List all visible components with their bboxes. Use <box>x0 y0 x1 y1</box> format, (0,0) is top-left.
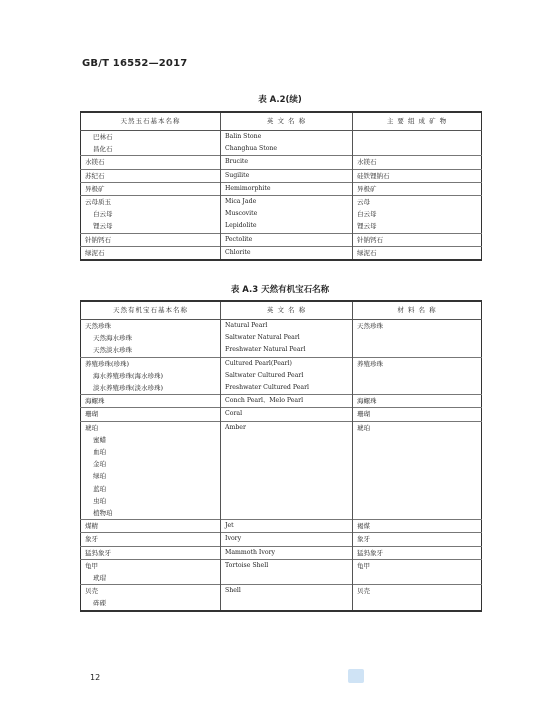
name-cell: 绿珀 <box>81 470 221 482</box>
mineral-cell <box>353 332 482 344</box>
table-row <box>81 156 482 169</box>
english-name-cell <box>221 597 353 610</box>
name-cell: 海水养殖珍珠(海水珍珠) <box>81 370 221 382</box>
table-row <box>81 470 482 482</box>
name-cell: 玳瑁 <box>81 572 221 585</box>
mineral-cell: 锂云母 <box>357 222 377 231</box>
name-cell: 天然海水珍珠 <box>81 332 221 344</box>
column-header: 天然玉石基本名称 <box>81 112 221 131</box>
table-a2-caption: 表 A.2(续) <box>258 95 302 105</box>
english-name-cell: Mammoth Ivory <box>221 546 353 559</box>
column-header: 英 文 名 称 <box>221 301 353 320</box>
english-name-cell <box>221 572 353 585</box>
table-row <box>81 382 482 395</box>
table-row <box>81 434 482 446</box>
name-cell: 苏纪石 <box>81 169 221 182</box>
english-name-cell: Balin Stone <box>221 131 353 144</box>
english-name-cell: Jet <box>221 520 353 533</box>
english-name-cell: Muscovite <box>221 208 353 220</box>
mineral-cell: 针钠钙石 <box>353 233 482 246</box>
english-name-cell: Chlorite <box>221 246 353 260</box>
english-name-cell: Pectolite <box>221 233 353 246</box>
table-row <box>81 597 482 610</box>
name-cell: 金珀 <box>81 458 221 470</box>
standard-number: GB/T 16552—2017 <box>82 58 188 69</box>
mineral-cell: 珊瑚 <box>353 408 482 421</box>
name-cell: 琥珀 <box>81 421 221 434</box>
name-cell: 锂云母 <box>81 220 221 233</box>
table-row <box>81 131 482 144</box>
table-row <box>81 495 482 507</box>
name-cell: 淡水养殖珍珠(淡水珍珠) <box>81 382 221 395</box>
name-cell: 蜜蜡 <box>81 434 221 446</box>
english-name-cell: Coral <box>221 408 353 421</box>
name-cell: 异极矿 <box>81 182 221 195</box>
column-header: 天然有机宝石基本名称 <box>81 301 221 320</box>
english-name-cell: Freshwater Natural Pearl <box>221 344 353 357</box>
table-row <box>81 572 482 585</box>
name-cell: 血珀 <box>81 446 221 458</box>
mineral-cell <box>353 495 482 507</box>
mineral-cell: 水镁石 <box>353 156 482 169</box>
mineral-cell <box>353 344 482 357</box>
english-name-cell <box>221 446 353 458</box>
table-row <box>81 233 482 246</box>
name-cell: 海螺珠 <box>81 395 221 408</box>
watermark-badge <box>348 669 364 683</box>
english-name-cell: Tortoise Shell <box>221 559 353 572</box>
table-row <box>81 196 482 209</box>
table-row <box>81 246 482 260</box>
table-a3-caption: 表 A.3 天然有机宝石名称 <box>230 285 330 295</box>
name-cell: 天然珍珠 <box>81 320 221 333</box>
english-name-cell <box>221 470 353 482</box>
name-cell: 象牙 <box>81 533 221 546</box>
english-name-cell: Hemimorphite <box>221 182 353 195</box>
mineral-cell: 琥珀 <box>353 421 482 434</box>
english-name-cell: Sugilite <box>221 169 353 182</box>
mineral-cell: 龟甲 <box>353 559 482 572</box>
english-name-cell: Shell <box>221 585 353 598</box>
english-name-cell <box>221 434 353 446</box>
mineral-cell: 异极矿 <box>353 182 482 195</box>
mineral-cell: 绿泥石 <box>353 246 482 260</box>
name-cell: 天然淡水珍珠 <box>81 344 221 357</box>
column-header: 材 料 名 称 <box>353 301 482 320</box>
mineral-cell: 云母 <box>353 196 482 209</box>
mineral-cell: 猛犸象牙 <box>353 546 482 559</box>
table-row <box>81 357 482 370</box>
english-name-cell: Ivory <box>221 533 353 546</box>
table-row <box>81 344 482 357</box>
mineral-cell: 贝壳 <box>353 585 482 598</box>
mineral-cell: 硅铁锂钠石 <box>353 169 482 182</box>
table-row <box>81 370 482 382</box>
name-cell: 虫珀 <box>81 495 221 507</box>
mineral-cell <box>353 131 482 144</box>
name-cell: 白云母 <box>81 208 221 220</box>
mineral-cell <box>353 483 482 495</box>
mineral-cell <box>353 572 482 585</box>
english-name-cell: Freshwater Cultured Pearl <box>221 382 353 395</box>
table-row <box>81 332 482 344</box>
table-row <box>81 559 482 572</box>
name-cell: 砗磲 <box>81 597 221 610</box>
name-cell: 贝壳 <box>81 585 221 598</box>
table-row <box>81 182 482 195</box>
mineral-cell: 海螺珠 <box>353 395 482 408</box>
name-cell: 养殖珍珠(珍珠) <box>81 357 221 370</box>
name-cell: 蓝珀 <box>81 483 221 495</box>
mineral-cell <box>353 597 482 610</box>
name-cell: 水镁石 <box>81 156 221 169</box>
table-a2 <box>80 111 482 261</box>
english-name-cell: Saltwater Natural Pearl <box>221 332 353 344</box>
english-name-cell: Mica Jade <box>221 196 353 209</box>
table-row <box>81 507 482 520</box>
table-row <box>81 446 482 458</box>
table-a3-header-row <box>81 301 482 320</box>
table-row <box>81 546 482 559</box>
table-row <box>81 169 482 182</box>
mineral-cell <box>353 143 482 156</box>
english-name-cell <box>221 495 353 507</box>
page-number: 12 <box>90 673 101 682</box>
name-cell: 植物珀 <box>81 507 221 520</box>
mineral-cell <box>353 382 482 395</box>
name-cell: 猛犸象牙 <box>81 546 221 559</box>
english-name-cell <box>221 458 353 470</box>
table-row <box>81 395 482 408</box>
table-a2-body <box>81 131 482 261</box>
english-name-cell: Changhua Stone <box>221 143 353 156</box>
english-name-cell: Natural Pearl <box>221 320 353 333</box>
english-name-cell: Conch Pearl、Melo Pearl <box>221 395 353 408</box>
name-cell: 云母质玉 <box>81 196 221 209</box>
name-cell: 针钠钙石 <box>81 233 221 246</box>
table-row <box>81 458 482 470</box>
english-name-cell <box>221 507 353 520</box>
table-a3-body <box>81 320 482 611</box>
name-cell: 昌化石 <box>81 143 221 156</box>
english-name-cell <box>221 483 353 495</box>
mineral-cell: 白云母 <box>357 210 377 219</box>
table-row <box>81 585 482 598</box>
name-cell: 绿泥石 <box>81 246 221 260</box>
table-row <box>81 320 482 333</box>
mineral-cell: 天然珍珠 <box>357 322 383 330</box>
column-header: 主 要 组 成 矿 物 <box>353 112 482 131</box>
table-row <box>81 520 482 533</box>
table-a2-header-row <box>81 112 482 131</box>
mineral-cell <box>353 470 482 482</box>
name-cell: 巴林石 <box>81 131 221 144</box>
mineral-cell <box>353 507 482 520</box>
mineral-cell <box>353 446 482 458</box>
english-name-cell: Amber <box>221 421 353 434</box>
mineral-cell: 象牙 <box>353 533 482 546</box>
mineral-cell <box>353 370 482 382</box>
mineral-cell: 褐煤 <box>353 520 482 533</box>
english-name-cell: Brucite <box>221 156 353 169</box>
name-cell: 煤精 <box>81 520 221 533</box>
table-row <box>81 408 482 421</box>
table-row <box>81 533 482 546</box>
table-row <box>81 208 482 220</box>
table-a3 <box>80 300 482 612</box>
english-name-cell: Lepidolite <box>221 220 353 233</box>
name-cell: 珊瑚 <box>81 408 221 421</box>
table-row <box>81 421 482 434</box>
english-name-cell: Saltwater Cultured Pearl <box>221 370 353 382</box>
table-row <box>81 143 482 156</box>
name-cell: 龟甲 <box>81 559 221 572</box>
mineral-cell: 养殖珍珠 <box>353 357 482 370</box>
mineral-cell <box>353 458 482 470</box>
column-header: 英 文 名 称 <box>221 112 353 131</box>
table-row <box>81 220 482 233</box>
mineral-cell <box>353 434 482 446</box>
english-name-cell: Cultured Pearl(Pearl) <box>221 357 353 370</box>
table-row <box>81 483 482 495</box>
